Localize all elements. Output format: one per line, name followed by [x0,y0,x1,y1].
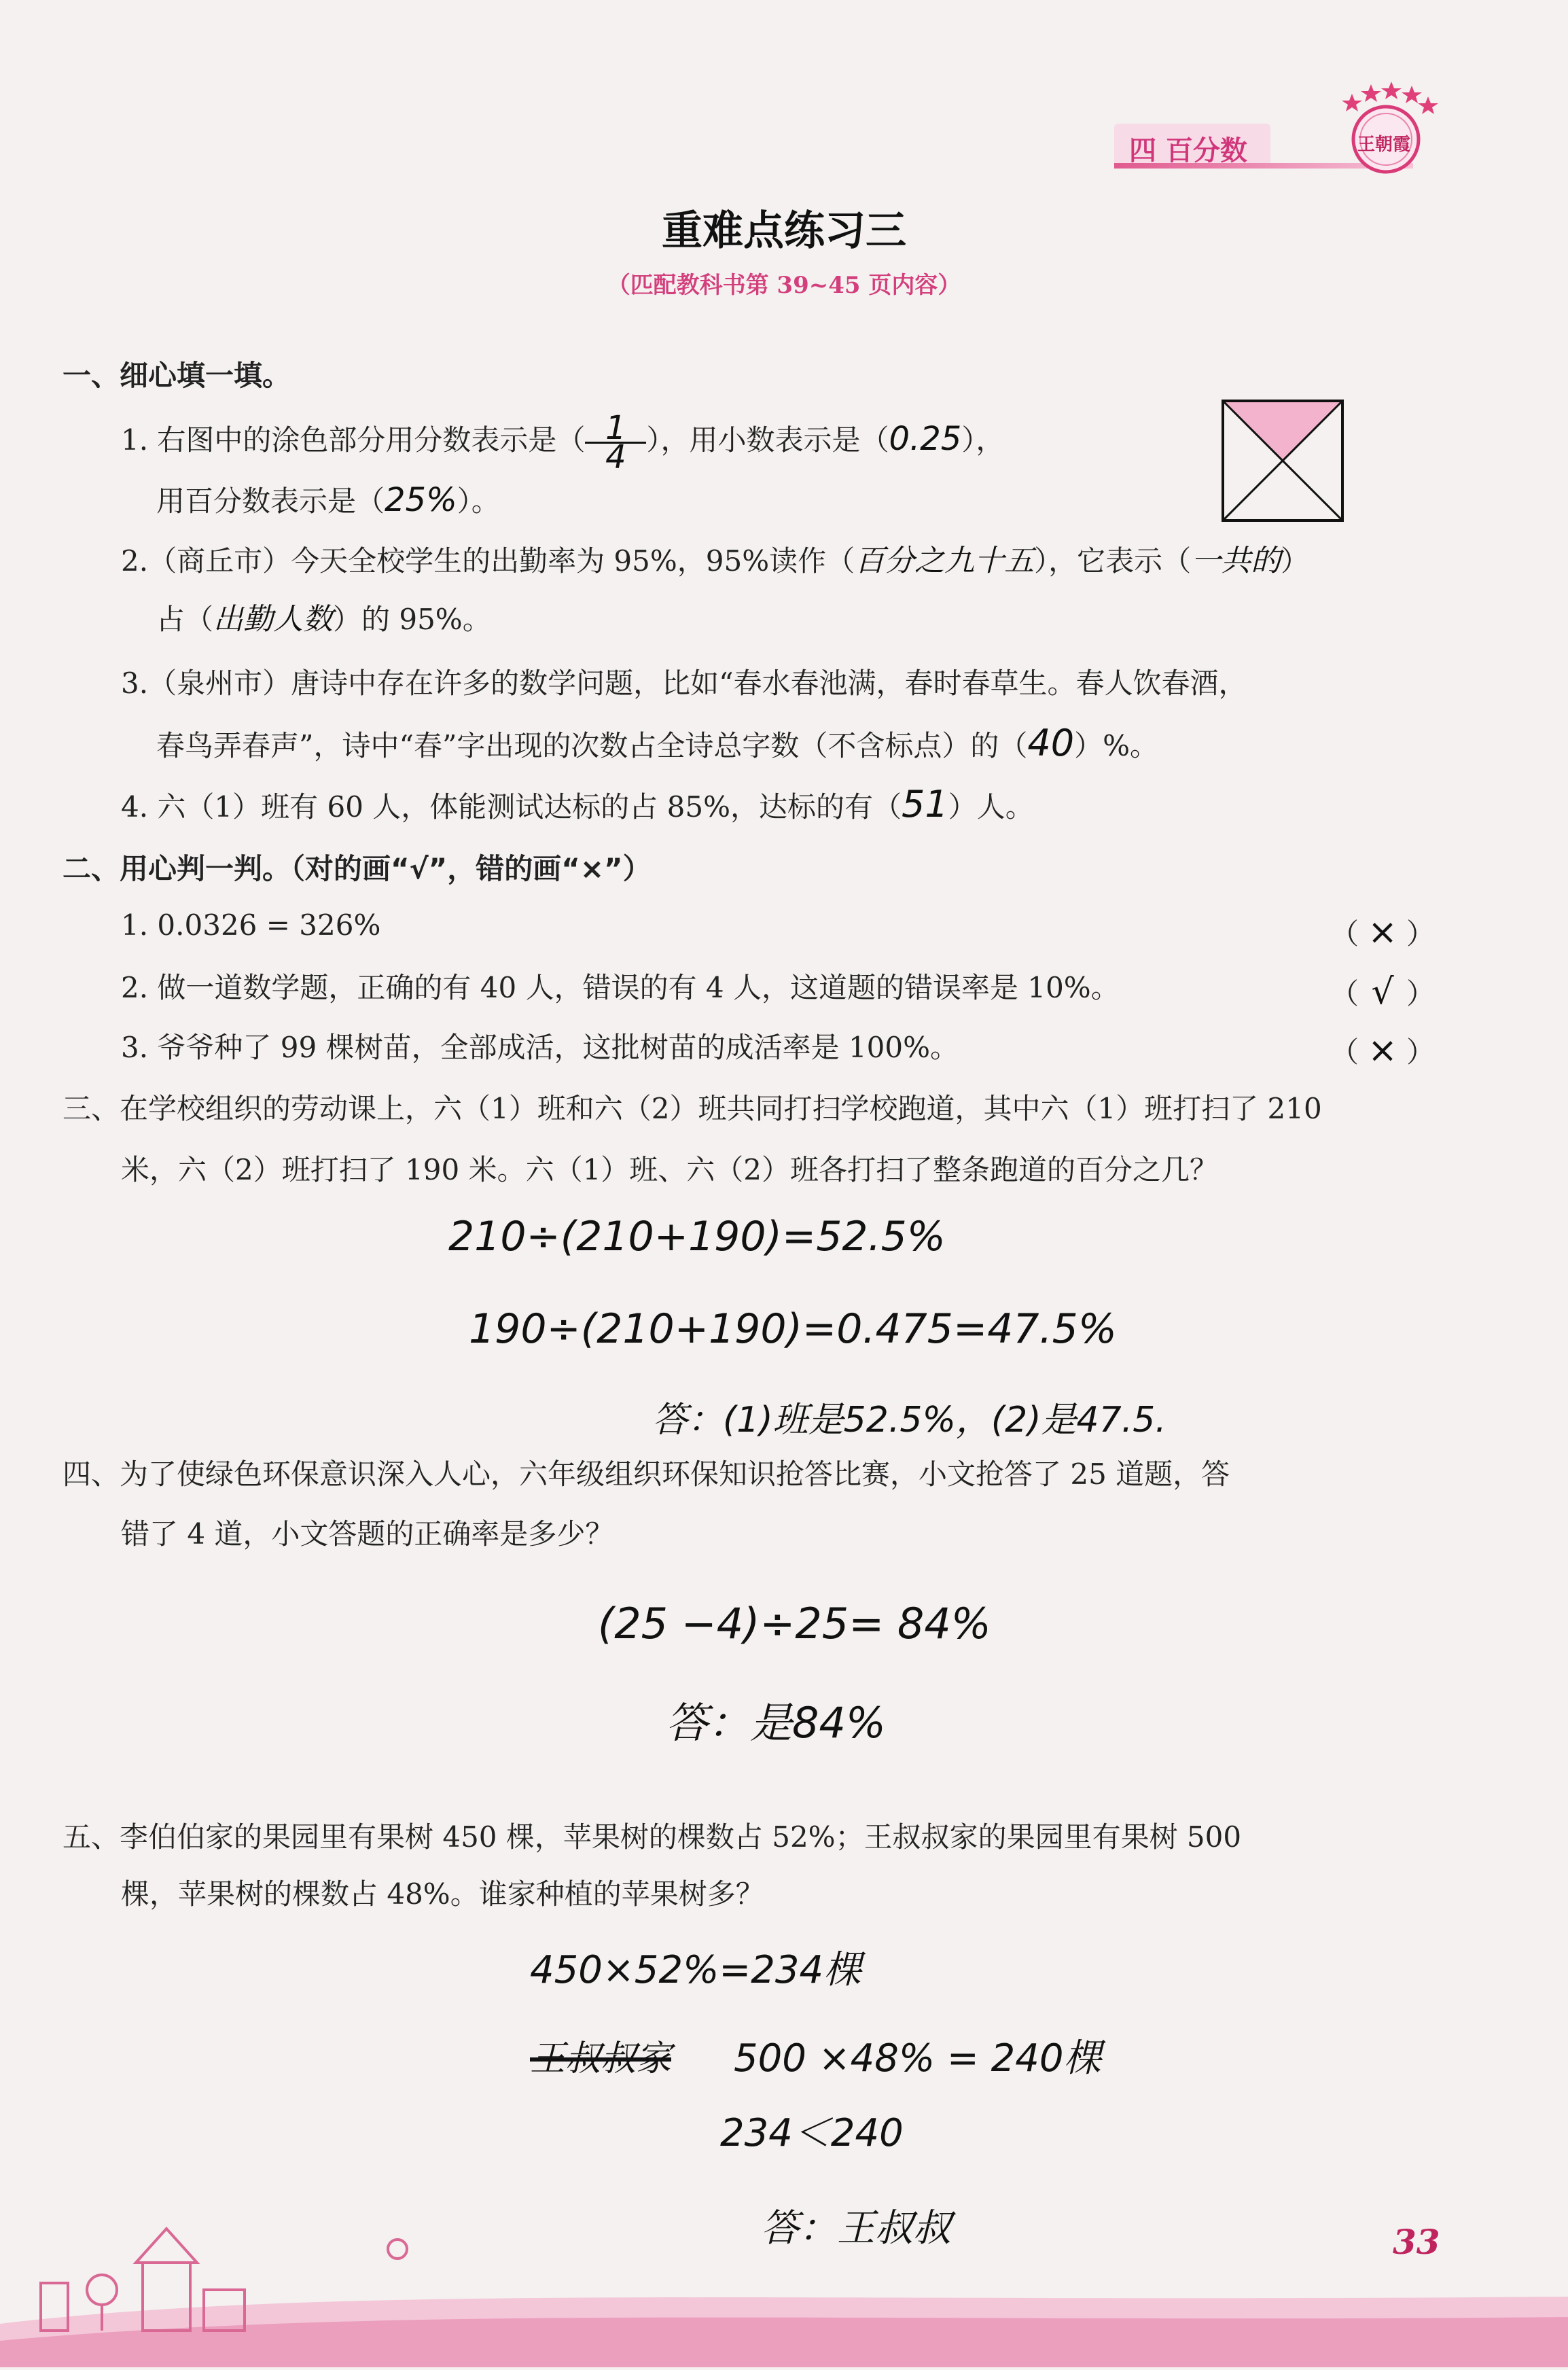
problem-5-work-1: 450×52%=234棵 [530,1948,862,1992]
problem-5-work-3: 234＜240 [720,2111,904,2155]
problem-4-line-1: 四、为了使绿色环保意识深入人心，六年级组织环保知识抢答比赛，小文抢答了 25 道题，答 [63,1457,1230,1491]
answer-meaning-2: 出勤人数 [213,602,334,637]
problem-4-work: (25 −4)÷25= 84% [598,1599,991,1648]
problem-4-line-2: 错了 4 道，小文答题的正确率是多少？ [121,1517,614,1551]
answer-spring-percent: 40 [1027,722,1075,764]
question-3: 3.（泉州市）唐诗中存在许多的数学问题，比如“春水春池满，春时春草生。春人饮春酒， [121,667,1247,700]
answer-fraction-num: 1 [585,414,646,444]
question-2-cont: 占（出勤人数）的 95%。 [156,602,491,637]
shaded-square-figure [1222,400,1344,522]
problem-3-work-2: 190÷(210+190)=0.475=47.5% [469,1305,1117,1353]
question-4: 4. 六（1）班有 60 人，体能测试达标的占 85%，达标的有（51）人。 [121,783,1034,826]
problem-5-crossed: 王叔叔家 [530,2038,672,2079]
problem-5-answer: 答：王叔叔 [761,2206,951,2250]
page-subtitle: （匹配教科书第 39~45 页内容） [607,272,961,299]
answer-decimal: 0.25 [889,420,962,458]
problem-5-line-1: 五、李伯伯家的果园里有果树 450 棵，苹果树的棵数占 52%；王叔叔家的果园里有果树 500 [63,1820,1242,1854]
problem-4-answer: 答：是84% [666,1698,886,1748]
logo-text: 王朝霞 [1357,135,1411,155]
problem-3-line-1: 三、在学校组织的劳动课上，六（1）班和六（2）班共同打扫学校跑道，其中六（1）班打扫了 210 [63,1092,1322,1125]
answer-read-as: 百分之九十五 [855,544,1035,578]
problem-5-line-2: 棵，苹果树的棵数占 48%。谁家种植的苹果树多？ [121,1877,764,1911]
answer-percent: 25% [385,481,457,519]
question-1: 1. 右图中的涂色部分用分数表示是（ $\frac{1}{4}$ ），用小数表示是（0.25）， [121,408,1005,476]
judge-item-3: 3. 爷爷种了 99 棵树苗，全部成活，这批树苗的成活率是 100%。 [121,1031,959,1064]
judge-item-2: 2. 做一道数学题，正确的有 40 人，错误的有 4 人，这道题的错误率是 10%。 [121,971,1120,1004]
judge-paren-1: （ × ） [1330,901,1435,966]
problem-3-answer: 答：(1)班是52.5%，(2)是47.5. [652,1400,1166,1440]
chapter-label: 四 百分数 [1129,135,1247,166]
question-2: 2.（商丘市）今天全校学生的出勤率为 95%，95%读作（百分之九十五），它表示（一共的） [121,544,1310,578]
judge-mark-3: × [1368,1030,1397,1071]
judge-mark-2: √ [1371,972,1394,1012]
question-1-cont: 用百分数表示是（25%）。 [156,481,500,519]
judge-paren-2: （ √ ） [1330,961,1435,1025]
problem-3-work-1: 210÷(210+190)=52.5% [448,1213,946,1260]
page-number: 33 [1393,2222,1440,2262]
brand-logo [1332,75,1440,177]
section1-heading: 一、细心填一填。 [63,359,291,392]
problem-3-line-2: 米，六（2）班打扫了 190 米。六（1）班、六（2）班各打扫了整条跑道的百分之几？ [121,1153,1219,1186]
judge-mark-1: × [1368,912,1397,953]
judge-item-1: 1. 0.0326 = 326% [121,908,381,942]
problem-5-work-2: 500 ×48% = 240棵 [734,2036,1102,2081]
answer-meaning-1: 一共的 [1191,544,1281,578]
judge-paren-3: （ × ） [1330,1019,1435,1084]
answer-fraction-den: 4 [605,438,626,476]
question-3-cont: 春鸟弄春声”，诗中“春”字出现的次数占全诗总字数（不含标点）的（40）%。 [156,722,1159,764]
answer-qualified-count: 51 [902,783,948,826]
footer-decoration [0,2201,1568,2367]
page-title: 重难点练习三 [662,207,906,255]
section2-heading: 二、用心判一判。（对的画“√”，错的画“×”） [63,852,652,885]
